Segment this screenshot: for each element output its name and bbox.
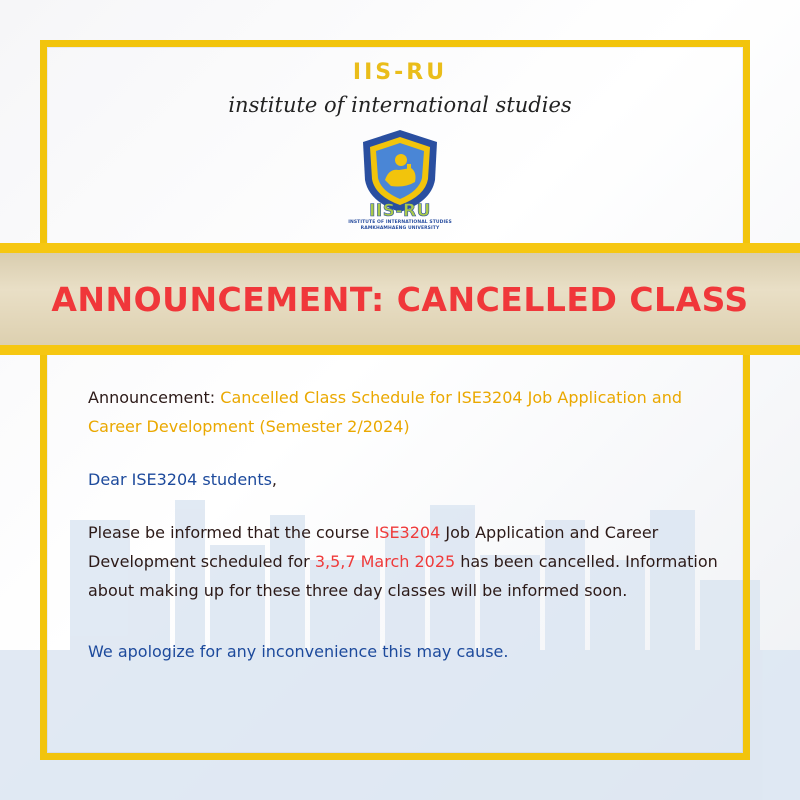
logo-subline-2: RAMKHAMHAENG UNIVERSITY xyxy=(360,226,440,231)
announcement-label: Announcement: xyxy=(88,388,221,407)
announcement-banner xyxy=(0,243,800,355)
course-code: ISE3204 xyxy=(374,523,441,542)
announcement-content xyxy=(88,383,733,690)
institute-subtitle: institute of international studies xyxy=(228,93,572,117)
banner-title: ANNOUNCEMENT: CANCELLED CLASS xyxy=(51,279,749,319)
logo-text xyxy=(340,202,460,232)
brand-title: IIS-RU xyxy=(352,60,448,85)
logo-subline-1: INSTITUTE OF INTERNATIONAL STUDIES xyxy=(348,220,452,225)
apology-text: We apologize for any inconvenience this may cause. xyxy=(88,642,509,661)
banner-parchment xyxy=(0,253,800,345)
announcement-headline: Cancelled Class Schedule for ISE3204 Job Application and Career Development (Semester 2/2024) xyxy=(88,388,682,436)
header xyxy=(0,60,800,117)
body-mid: Job Application and Career Development scheduled for xyxy=(88,523,659,571)
body-paragraph xyxy=(88,518,733,605)
announcement-headline-paragraph xyxy=(88,383,733,441)
greeting: Dear ISE3204 students xyxy=(88,470,272,489)
body-post: has been cancelled. Information about making up for these three day classes will be informed soon. xyxy=(88,552,718,600)
logo-name: IIS-RU xyxy=(369,201,431,221)
greeting-comma: , xyxy=(271,470,278,489)
greeting-paragraph xyxy=(88,465,733,494)
body-pre: Please be informed that the course xyxy=(88,523,375,542)
cancelled-dates: 3,5,7 March 2025 xyxy=(314,552,456,571)
